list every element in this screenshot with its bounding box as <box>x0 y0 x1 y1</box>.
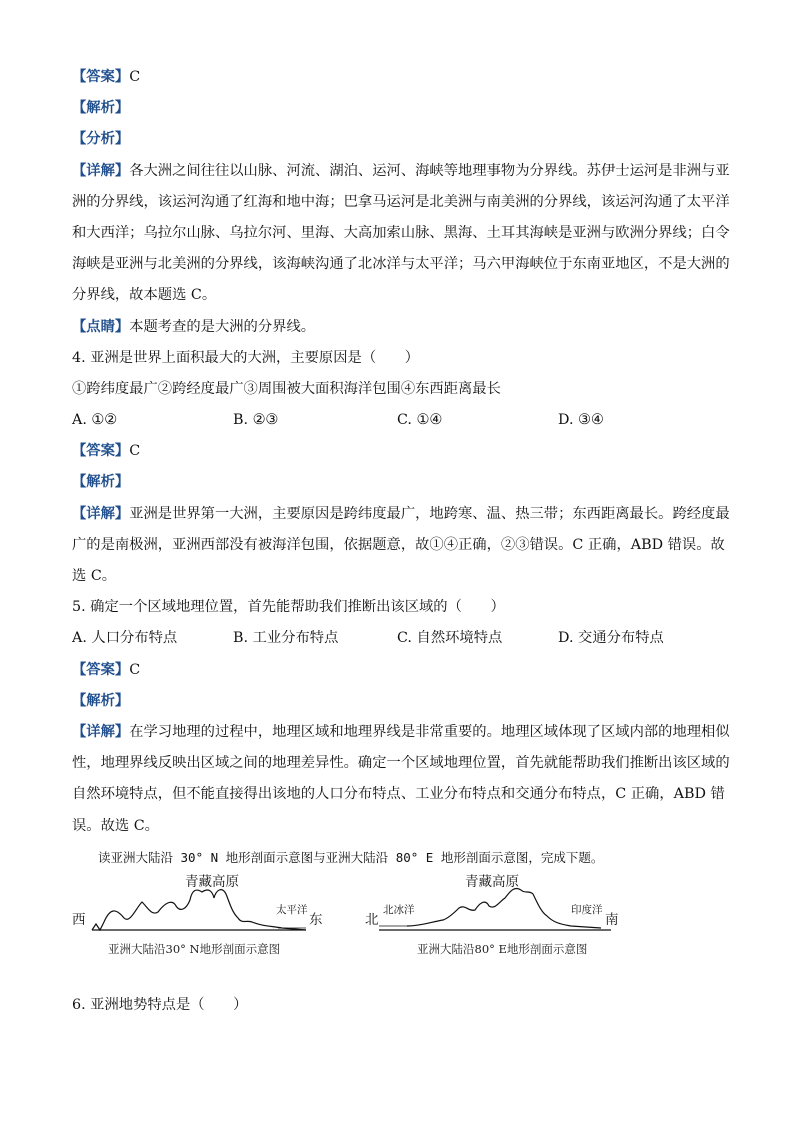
q3-answer <box>72 62 722 93</box>
detail-tag: 【详解】 <box>72 723 130 740</box>
indian-ocean-label: 印度洋 <box>571 903 603 916</box>
q4-answer <box>72 436 722 467</box>
q5-detail-line: 误。故选 C。 <box>72 817 159 834</box>
detail-tag: 【详解】 <box>72 162 130 179</box>
fenxi-tag: 【分析】 <box>72 131 130 148</box>
figure-caption-right: 亚洲大陆沿80° E地形剖面示意图 <box>417 941 588 956</box>
north-label: 北 <box>365 911 379 928</box>
detail-text: 各大洲之间往往以山脉、河流、湖泊、运河、海峡等地理事物为分界线。苏伊士运河是非洲与亚 <box>129 162 730 179</box>
document-page <box>72 62 730 1021</box>
q3-detail-line: 分界线，故本题选 C。 <box>72 287 217 304</box>
figure-caption-left: 亚洲大陆沿30° N地形剖面示意图 <box>108 941 281 956</box>
q4-detail-line: 广的是南极洲，亚洲西部没有被海洋包围，依据题意，故①④正确，②③错误。C 正确，ABD 错误。故 <box>72 536 725 553</box>
detail-text: 在学习地理的过程中，地理区域和地理界线是非常重要的。地理区域体现了区域内部的地理相似 <box>129 723 730 740</box>
q4-analysis-tag <box>72 467 722 498</box>
answer-tag: 【答案】 <box>72 69 130 85</box>
analysis-tag: 【解析】 <box>72 474 130 491</box>
answer-value: C <box>129 69 141 85</box>
option-c: C. ①④ <box>397 412 443 429</box>
q6-stem: 6. 亚洲地势特点是（ ） <box>72 996 248 1013</box>
q3-detail-line: 海峡是亚洲与北美洲的分界线，该海峡沟通了北冰洋与太平洋；马六甲海峡位于东南亚地区，不是大洲的 <box>72 256 730 273</box>
q5-stem: 5. 确定一个区域地理位置，首先能帮助我们推断出该区域的（ ） <box>72 599 505 616</box>
comment-tag: 【点睛】 <box>72 318 130 335</box>
profile-30n <box>72 868 342 990</box>
q3-detail-line: 洲的分界线，该运河沟通了红海和地中海；巴拿马运河是北美洲与南美洲的分界线，该运河沟通了太平洋 <box>72 193 730 210</box>
q5-options <box>72 623 722 654</box>
q3-comment <box>72 312 722 343</box>
answer-value: C <box>129 443 141 460</box>
option-a: A. ①② <box>72 412 118 429</box>
profile-figures <box>72 868 722 990</box>
option-a: A. 人口分布特点 <box>72 630 178 647</box>
q5-analysis-tag <box>72 686 722 717</box>
q5-detail-line: 性，地理界线反映出区域之间的地理差异性。确定一个区域地理位置，首先就能帮助我们推断出该区域的 <box>72 755 730 772</box>
plateau-label: 青藏高原 <box>465 873 519 890</box>
q3-detail-line: 和大西洋；乌拉尔山脉、乌拉尔河、里海、大高加索山脉、黑海、土耳其海峡是亚洲与欧洲分界线；白令 <box>72 224 730 241</box>
q5-answer <box>72 655 722 686</box>
west-label: 西 <box>72 911 86 928</box>
option-c: C. 自然环境特点 <box>397 630 503 647</box>
q4-options <box>72 405 722 436</box>
analysis-tag: 【解析】 <box>72 100 130 117</box>
east-label: 东 <box>309 911 323 928</box>
q4-detail-line <box>72 499 730 530</box>
q4-statements: ①跨纬度最广②跨经度最广③周围被大面积海洋包围④东西距离最长 <box>72 380 501 397</box>
q4-stem: 4. 亚洲是世界上面积最大的大洲，主要原因是（ ） <box>72 349 420 366</box>
q3-fenxi-tag <box>72 124 722 155</box>
q3-analysis-tag <box>72 93 722 124</box>
answer-tag: 【答案】 <box>72 443 130 460</box>
south-label: 南 <box>605 911 619 928</box>
q3-detail-line <box>72 156 730 187</box>
pacific-label: 太平洋 <box>276 903 308 916</box>
answer-tag: 【答案】 <box>72 661 130 678</box>
arctic-ocean-label: 北冰洋 <box>383 903 415 916</box>
comment-text: 本题考查的是大洲的分界线。 <box>129 318 316 335</box>
plateau-label: 青藏高原 <box>185 873 239 890</box>
analysis-tag: 【解析】 <box>72 692 130 709</box>
option-d: D. 交通分布特点 <box>558 630 664 647</box>
option-b: B. ②③ <box>233 412 279 429</box>
figure-intro: 读亚洲大陆沿 30° N 地形剖面示意图与亚洲大陆沿 80° E 地形剖面示意图，完成下题。 <box>98 849 604 865</box>
detail-text: 亚洲是世界第一大洲，主要原因是跨纬度最广，地跨寒、温、热三带；东西距离最长。跨经度最 <box>129 505 730 522</box>
q5-detail-line <box>72 717 730 748</box>
profile-80e <box>365 868 635 990</box>
detail-tag: 【详解】 <box>72 505 130 522</box>
q5-detail-line: 自然环境特点，但不能直接得出该地的人口分布特点、工业分布特点和交通分布特点，C 正确，ABD 错 <box>72 786 725 803</box>
option-d: D. ③④ <box>558 412 604 429</box>
option-b: B. 工业分布特点 <box>233 630 339 647</box>
answer-value: C <box>129 661 141 678</box>
q4-detail-line: 选 C。 <box>72 568 117 584</box>
